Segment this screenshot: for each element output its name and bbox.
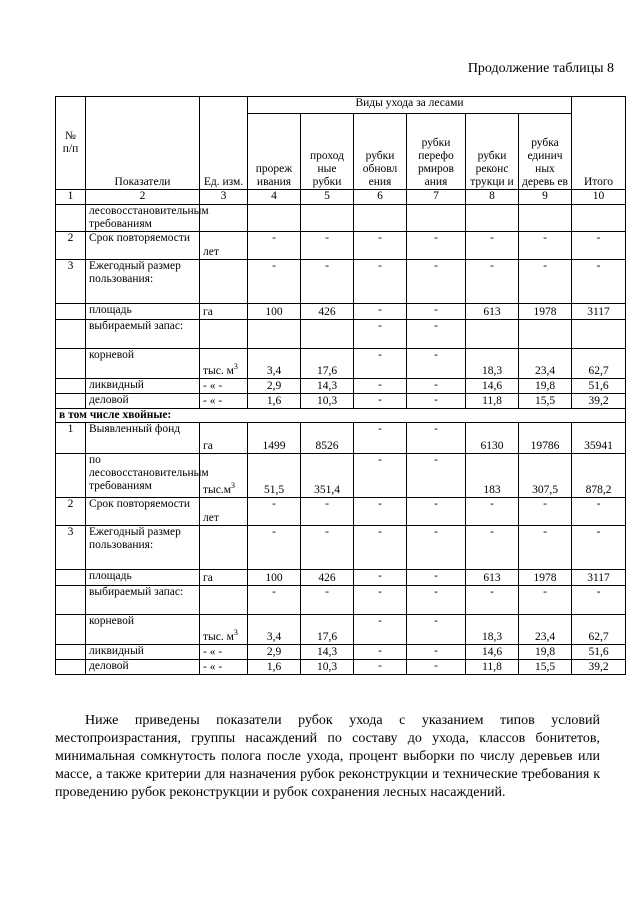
row-value: 19,8 (519, 379, 572, 394)
row-value: - (354, 498, 407, 526)
row-value: 14,3 (301, 379, 354, 394)
row-value: - (407, 586, 466, 615)
row-value: - (354, 423, 407, 454)
row-unit (200, 320, 248, 349)
row-value: 51,5 (248, 454, 301, 498)
row-value: - (466, 498, 519, 526)
table-row (56, 320, 626, 349)
row-value: - (248, 232, 301, 260)
row-value: 51,6 (572, 379, 626, 394)
row-value: 183 (466, 454, 519, 498)
row-unit: га (200, 304, 248, 320)
table-row (56, 379, 626, 394)
row-value: 2,9 (248, 645, 301, 660)
row-value (248, 320, 301, 349)
row-value: - (407, 394, 466, 409)
header-unit: Ед. изм. (200, 97, 248, 190)
row-value: 11,8 (466, 394, 519, 409)
row-value: 35941 (572, 423, 626, 454)
row-value: - (407, 349, 466, 379)
row-value: 1499 (248, 423, 301, 454)
table-row (56, 645, 626, 660)
row-number (56, 349, 86, 379)
row-value (572, 320, 626, 349)
row-value: - (407, 660, 466, 675)
row-unit: - « - (200, 660, 248, 675)
row-indicator: корневой (86, 349, 200, 379)
row-number (56, 660, 86, 675)
row-indicator: Ежегодный размер пользования: (86, 260, 200, 304)
row-value: - (572, 586, 626, 615)
row-value: - (407, 260, 466, 304)
row-unit (200, 260, 248, 304)
row-value: 19,8 (519, 645, 572, 660)
row-value: 426 (301, 304, 354, 320)
row-indicator: Срок повторяемости (86, 498, 200, 526)
header-col-3: рубки обновл ения (354, 114, 407, 190)
table-row (56, 570, 626, 586)
header-number-8: 8 (466, 190, 519, 205)
row-value: 51,6 (572, 645, 626, 660)
table-row (56, 394, 626, 409)
row-unit: тыс. $м^3$ (200, 349, 248, 379)
row-unit: - « - (200, 394, 248, 409)
row-value: - (519, 586, 572, 615)
row-value: - (407, 454, 466, 498)
row-unit: лет (200, 498, 248, 526)
row-unit (200, 526, 248, 570)
table-row (56, 205, 626, 232)
row-value: - (572, 498, 626, 526)
row-value: - (466, 526, 519, 570)
row-value: 6130 (466, 423, 519, 454)
row-value: 3117 (572, 570, 626, 586)
row-unit: - « - (200, 645, 248, 660)
header-number-2: 2 (86, 190, 200, 205)
row-number (56, 205, 86, 232)
table-row (56, 349, 626, 379)
row-value (466, 205, 519, 232)
row-value: 613 (466, 304, 519, 320)
row-value: 19786 (519, 423, 572, 454)
row-value: 351,4 (301, 454, 354, 498)
row-value: - (407, 498, 466, 526)
row-unit: - « - (200, 379, 248, 394)
row-value: - (407, 379, 466, 394)
row-number (56, 304, 86, 320)
header-number-3: 3 (200, 190, 248, 205)
row-indicator: Срок повторяемости (86, 232, 200, 260)
header-col-1: прореж ивания (248, 114, 301, 190)
row-value: - (354, 526, 407, 570)
row-value: - (407, 570, 466, 586)
row-value: 1978 (519, 570, 572, 586)
row-value: - (354, 570, 407, 586)
row-value: - (407, 423, 466, 454)
header-number-1: 1 (56, 190, 86, 205)
row-value: 18,3 (466, 349, 519, 379)
row-indicator: ликвидный (86, 645, 200, 660)
row-value: 14,6 (466, 379, 519, 394)
row-value: - (572, 260, 626, 304)
header-number-6: 6 (354, 190, 407, 205)
row-value: 14,3 (301, 645, 354, 660)
row-indicator: Выявленный фонд (86, 423, 200, 454)
row-indicator: Ежегодный размер пользования: (86, 526, 200, 570)
table-row (56, 454, 626, 498)
row-value: - (407, 232, 466, 260)
row-value (301, 320, 354, 349)
row-value: - (519, 526, 572, 570)
row-value: 307,5 (519, 454, 572, 498)
row-value: 100 (248, 570, 301, 586)
row-indicator: выбираемый запас: (86, 586, 200, 615)
row-value: 613 (466, 570, 519, 586)
row-value: - (466, 260, 519, 304)
row-value: 10,3 (301, 660, 354, 675)
row-number (56, 320, 86, 349)
row-value (466, 320, 519, 349)
header-number-5: 5 (301, 190, 354, 205)
body-paragraph: Ниже приведены показатели рубок ухода с указанием типов условий местопроизрастания, группы насаждений по составу до ухода, классов бонитетов, минимальная сомкнутость полога после ухода, процент выборки по числу деревьев или массе, а также критерии для назначения рубок реконструкции и технические требования к проведению рубок реконструкции и рубок сохранения лесных насаждений. (55, 713, 600, 800)
row-number (56, 645, 86, 660)
row-value: - (354, 260, 407, 304)
row-number (56, 615, 86, 645)
row-indicator: корневой (86, 615, 200, 645)
row-value: - (354, 454, 407, 498)
row-value: - (407, 526, 466, 570)
row-value: - (301, 526, 354, 570)
row-value (519, 320, 572, 349)
row-number: 3 (56, 260, 86, 304)
row-value (519, 205, 572, 232)
header-num: № п/п (56, 97, 86, 190)
header-number-10: 10 (572, 190, 626, 205)
row-unit: га (200, 423, 248, 454)
header-total: Итого (572, 97, 626, 190)
row-value: - (354, 232, 407, 260)
row-unit: тыс. $м^3$ (200, 615, 248, 645)
table-row (56, 304, 626, 320)
row-value (407, 205, 466, 232)
row-value: 18,3 (466, 615, 519, 645)
row-value: 62,7 (572, 349, 626, 379)
row-value: - (519, 232, 572, 260)
row-indicator: деловой (86, 660, 200, 675)
table-row (56, 586, 626, 615)
row-value: - (354, 320, 407, 349)
table-row (56, 232, 626, 260)
row-value: - (301, 586, 354, 615)
row-value: 39,2 (572, 660, 626, 675)
row-value: 2,9 (248, 379, 301, 394)
row-value: - (407, 645, 466, 660)
row-value: - (248, 498, 301, 526)
row-indicator: деловой (86, 394, 200, 409)
header-number-7: 7 (407, 190, 466, 205)
row-value: - (354, 349, 407, 379)
row-value: 15,5 (519, 394, 572, 409)
row-value: 17,6 (301, 615, 354, 645)
row-number (56, 454, 86, 498)
row-value: 62,7 (572, 615, 626, 645)
row-indicator: площадь (86, 304, 200, 320)
row-value: 100 (248, 304, 301, 320)
row-number (56, 586, 86, 615)
row-value: - (407, 615, 466, 645)
row-value: 3,4 (248, 349, 301, 379)
row-value: 1978 (519, 304, 572, 320)
row-indicator: лесовосстановительным требованиям (86, 205, 200, 232)
row-value: 23,4 (519, 615, 572, 645)
row-number: 1 (56, 423, 86, 454)
row-unit: $тыс.м^3$ (200, 454, 248, 498)
row-value: - (519, 498, 572, 526)
row-value: - (572, 526, 626, 570)
row-value: - (248, 586, 301, 615)
row-unit: лет (200, 232, 248, 260)
header-number-9: 9 (519, 190, 572, 205)
row-value: - (354, 379, 407, 394)
forest-care-table (55, 96, 626, 675)
table-row (56, 526, 626, 570)
row-value: 1,6 (248, 394, 301, 409)
table-row (56, 660, 626, 675)
row-value: - (301, 260, 354, 304)
header-col-4: рубки перефо рмиров ания (407, 114, 466, 190)
row-value: - (301, 498, 354, 526)
row-number (56, 394, 86, 409)
row-number: 2 (56, 498, 86, 526)
table-row (56, 260, 626, 304)
header-group: Виды ухода за лесами (248, 97, 572, 114)
row-value: 426 (301, 570, 354, 586)
row-value: - (248, 260, 301, 304)
table-row (56, 423, 626, 454)
row-value: - (354, 586, 407, 615)
row-value: 8526 (301, 423, 354, 454)
table-caption: Продолжение таблицы 8 (467, 61, 614, 76)
row-number: 2 (56, 232, 86, 260)
row-number (56, 570, 86, 586)
row-value: - (354, 394, 407, 409)
table-row (56, 615, 626, 645)
row-unit: га (200, 570, 248, 586)
row-value: 17,6 (301, 349, 354, 379)
row-value: - (248, 526, 301, 570)
row-value: - (354, 645, 407, 660)
row-value (301, 205, 354, 232)
row-value: - (354, 304, 407, 320)
row-value: - (407, 320, 466, 349)
row-value: - (466, 232, 519, 260)
row-value: - (466, 586, 519, 615)
row-value: - (407, 304, 466, 320)
row-indicator: площадь (86, 570, 200, 586)
header-col-2: проход ные рубки (301, 114, 354, 190)
row-number (56, 379, 86, 394)
header-col-6: рубка единич ных деревь ев (519, 114, 572, 190)
row-value: 3,4 (248, 615, 301, 645)
section-row (56, 409, 626, 423)
row-value: 11,8 (466, 660, 519, 675)
row-indicator: по лесовосстановительным требованиям (86, 454, 200, 498)
header-col-5: рубки реконс трукци и (466, 114, 519, 190)
row-value: 878,2 (572, 454, 626, 498)
row-value (572, 205, 626, 232)
row-indicator: ликвидный (86, 379, 200, 394)
row-value: - (354, 615, 407, 645)
row-value: 39,2 (572, 394, 626, 409)
row-value: 23,4 (519, 349, 572, 379)
row-value: - (301, 232, 354, 260)
row-value: - (354, 660, 407, 675)
row-value: 1,6 (248, 660, 301, 675)
row-value (354, 205, 407, 232)
row-value: 10,3 (301, 394, 354, 409)
header-number-4: 4 (248, 190, 301, 205)
row-value: 3117 (572, 304, 626, 320)
row-value: - (519, 260, 572, 304)
row-number: 3 (56, 526, 86, 570)
section-title: в том числе хвойные: (56, 409, 626, 423)
row-unit (200, 586, 248, 615)
header-indicators: Показатели (86, 97, 200, 190)
table-row (56, 498, 626, 526)
row-value: 15,5 (519, 660, 572, 675)
row-value: 14,6 (466, 645, 519, 660)
row-indicator: выбираемый запас: (86, 320, 200, 349)
row-value (248, 205, 301, 232)
row-value: - (572, 232, 626, 260)
